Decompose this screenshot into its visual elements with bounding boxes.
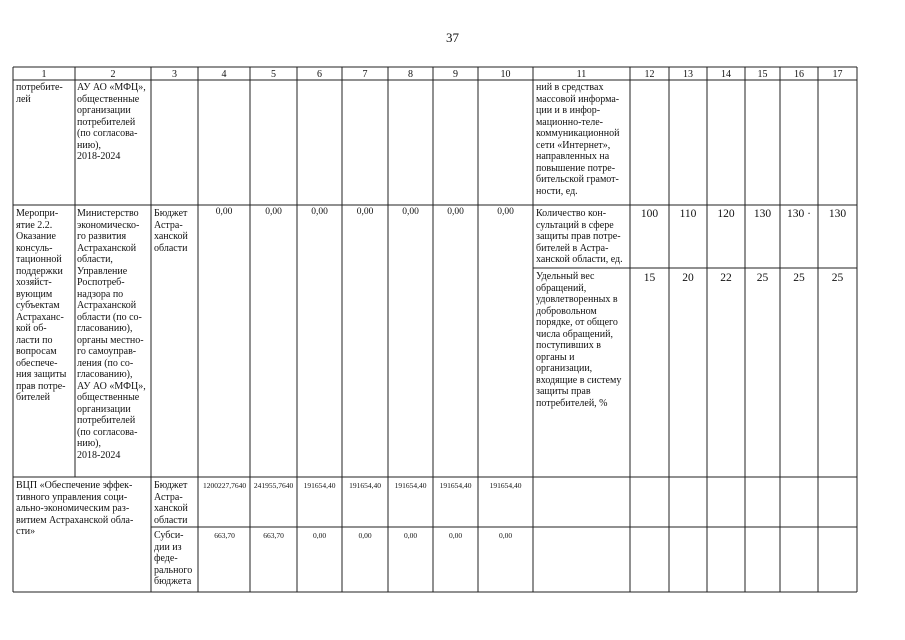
vcp-federal-value-3: 0,00 [312,531,327,540]
vcp-source-federal-subsidy: Субси- дии из феде- рального бюджета [154,530,193,587]
vcp-federal-value-6: 0,00 [448,531,463,540]
header-col-14: 14 [721,69,731,80]
measure-2-2-value-4: 0,00 [356,207,374,217]
header-col-2: 2 [110,69,116,80]
header-col-13: 13 [683,69,693,80]
vcp-regional-value-2: 241955,7640 [253,481,294,490]
indicator-consultations-target-6: 130 [828,208,847,220]
vcp-regional-value-1: 1200227,7640 [202,481,247,490]
cont-row-executors: АУ АО «МФЦ», общественные организации потребителей (по согласова- нию), 2018-2024 [77,82,146,162]
measure-2-2-value-5: 0,00 [402,207,419,217]
header-col-5: 5 [271,69,276,80]
header-col-17: 17 [832,69,843,80]
header-col-7: 7 [362,69,368,80]
header-col-15: 15 [757,69,768,80]
header-col-10: 10 [500,69,511,80]
measure-2-2-value-6: 0,00 [447,207,464,217]
measure-2-2-executors: Министерство экономическо- го развития Астраханской области, Управлениe Роспотреб- надзора по Астраханской области (по со- гласованию), органы местно- го самоуправ- ления (по со- гласованию), АУ АО «МФЦ», общественные организации потребителей (по согласова- нию), 2018-2024 [77,208,146,461]
indicator-consultations-target-3: 120 [717,208,735,220]
measure-2-2-value-7: 0,00 [497,207,514,217]
vcp-federal-value-5: 0,00 [403,531,418,540]
vcp-regional-value-3: 191654,40 [303,481,336,490]
indicator-voluntary-share-target-6: 25 [831,272,844,284]
indicator-voluntary-share-target-4: 25 [756,272,769,284]
vcp-regional-value-7: 191654,40 [489,481,522,490]
vcp-federal-value-4: 0,00 [358,531,372,540]
vcp-regional-value-6: 191654,40 [439,481,472,490]
header-col-6: 6 [317,69,322,80]
vcp-regional-value-5: 191654,40 [394,481,427,490]
cont-row-indicator: ний в средствах массовой информа- ции и в инфор- мационно-теле- коммуникационной сети «Интернет», направленных на повышение потре- бительской грамот- ности, ед. [536,82,620,197]
page-number: 37 [446,30,459,45]
vcp-regional-value-4: 191654,40 [349,481,381,490]
indicator-voluntary-share-target-2: 20 [682,272,694,284]
indicator-consultations-target-5: 130 · [787,208,811,220]
indicator-voluntary-share: Удельный вес обращений, удовлетворенных в добровольном порядке, от общего числа обращений, поступивших в органы и организации, входящие в систему защиты прав потребителей, % [536,271,622,409]
indicator-consultations-target-1: 100 [640,208,659,220]
measure-2-2-value-3: 0,00 [311,207,328,217]
header-col-4: 4 [221,69,227,80]
vcp-federal-value-2: 663,70 [263,531,284,540]
measure-2-2-value-1: 0,00 [215,207,233,217]
cont-row-activity: потребите- лей [16,82,63,105]
indicator-consultations: Количество кон- сультаций в сфере защиты прав потре- бителей в Астра- ханской области, ед. [536,208,623,265]
indicator-voluntary-share-target-1: 15 [643,272,656,284]
header-col-16: 16 [794,69,804,80]
header-col-11: 11 [576,69,587,80]
indicator-voluntary-share-target-3: 22 [720,272,732,284]
measure-2-2-name: Меропри- ятие 2.2. Оказание консуль- тационной поддержки хозяйст- вующим субъектам Астраханс- кой об- ласти по вопросам обеспече- ния защиты прав потре- бителей [16,208,67,403]
header-col-3: 3 [172,69,177,80]
measure-2-2-source: Бюджет Астра- ханской области [154,208,188,254]
vcp-federal-value-1: 663,70 [214,531,235,540]
header-col-8: 8 [408,69,413,80]
header-col-1: 1 [41,69,47,80]
indicator-consultations-target-2: 110 [679,208,697,220]
header-col-12: 12 [644,69,655,80]
vcp-federal-value-7: 0,00 [498,531,513,540]
indicator-voluntary-share-target-5: 25 [793,272,805,284]
indicator-consultations-target-4: 130 [753,208,772,220]
vcp-title: ВЦП «Обеспечение эффек- тивного управления соци- ально-экономическим раз- витием Астраханской обла- сти» [16,480,134,537]
vcp-source-regional-budget: Бюджет Астра- ханской области [154,480,188,526]
measure-2-2-value-2: 0,00 [265,207,282,217]
header-col-9: 9 [453,69,458,80]
